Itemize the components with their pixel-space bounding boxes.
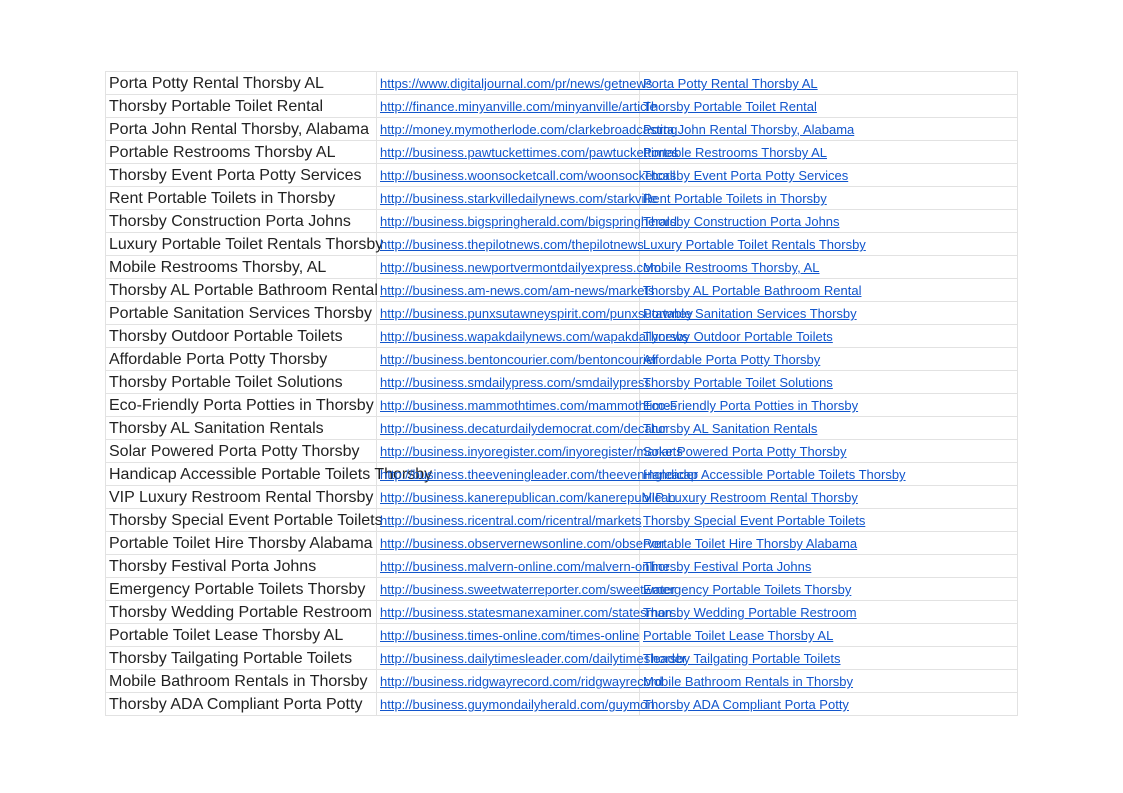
keyword-text: Mobile Restrooms Thorsby, AL — [109, 259, 327, 276]
anchor-cell[interactable] — [640, 279, 1018, 302]
anchor-cell[interactable] — [640, 302, 1018, 325]
anchor-cell[interactable] — [640, 210, 1018, 233]
url-cell[interactable] — [377, 532, 666, 555]
keyword-cell[interactable] — [106, 601, 377, 624]
table-row — [106, 624, 1018, 647]
keyword-text: Handicap Accessible Portable Toilets Thorsby — [109, 466, 433, 483]
table-row — [106, 532, 1018, 555]
anchor-link[interactable]: Thorsby ADA Compliant Porta Potty — [643, 697, 849, 712]
anchor-link[interactable]: Thorsby Event Porta Potty Services — [643, 168, 849, 183]
anchor-link[interactable]: Thorsby Tailgating Portable Toilets — [643, 651, 841, 666]
keyword-text: Portable Restrooms Thorsby AL — [109, 144, 336, 161]
keyword-text: Mobile Bathroom Rentals in Thorsby — [109, 673, 368, 690]
keyword-text: Luxury Portable Toilet Rentals Thorsby — [109, 236, 384, 253]
keyword-text: Thorsby Event Porta Potty Services — [109, 167, 362, 184]
url-link[interactable]: http://business.am-news.com/am-news/markets — [380, 283, 655, 298]
url-link[interactable]: http://business.wapakdailynews.com/wapakdailynews — [380, 329, 689, 344]
keyword-cell[interactable] — [106, 256, 377, 279]
url-cell[interactable] — [377, 463, 698, 486]
keyword-text: Thorsby ADA Compliant Porta Potty — [109, 696, 363, 713]
anchor-link[interactable]: Handicap Accessible Portable Toilets Thorsby — [643, 467, 906, 482]
keyword-text: Rent Portable Toilets in Thorsby — [109, 190, 336, 207]
url-link[interactable]: http://business.statesmanexaminer.com/statesman — [380, 605, 672, 620]
anchor-cell[interactable] — [640, 440, 1018, 463]
keyword-text: Thorsby Portable Toilet Solutions — [109, 374, 343, 391]
table-row — [106, 578, 1018, 601]
keyword-cell[interactable] — [106, 486, 377, 509]
anchor-cell[interactable] — [640, 95, 1018, 118]
anchor-link[interactable]: Thorsby Portable Toilet Solutions — [643, 375, 833, 390]
url-cell[interactable] — [377, 279, 655, 302]
anchor-cell[interactable] — [640, 164, 1018, 187]
url-cell[interactable] — [377, 417, 667, 440]
url-link[interactable]: http://business.observernewsonline.com/observer — [380, 536, 666, 551]
url-link[interactable]: http://business.inyoregister.com/inyoregister/markets — [380, 444, 683, 459]
url-link[interactable]: http://business.pawtuckettimes.com/pawtuckettimes — [380, 145, 679, 160]
url-cell[interactable] — [377, 256, 662, 279]
table-row — [106, 417, 1018, 440]
anchor-link[interactable]: Thorsby Wedding Portable Restroom — [643, 605, 857, 620]
keyword-cell[interactable] — [106, 394, 377, 417]
keyword-cell[interactable] — [106, 279, 377, 302]
anchor-link[interactable]: Thorsby Festival Porta Johns — [643, 559, 812, 574]
table-row — [106, 72, 1018, 95]
table-row — [106, 394, 1018, 417]
url-link[interactable]: http://money.mymotherlode.com/clarkebroadcasting — [380, 122, 678, 137]
url-link[interactable]: http://business.woonsocketcall.com/woonsocketcall — [380, 168, 676, 183]
url-cell[interactable] — [377, 164, 676, 187]
anchor-cell[interactable] — [640, 394, 1018, 417]
keyword-text: Thorsby Tailgating Portable Toilets — [109, 650, 353, 667]
url-link[interactable]: http://business.dailytimesleader.com/dailytimesleader — [380, 651, 687, 666]
spreadsheet-body — [106, 72, 1018, 716]
anchor-cell[interactable] — [640, 670, 1018, 693]
url-link[interactable]: http://business.thepilotnews.com/thepilotnews — [380, 237, 644, 252]
anchor-cell[interactable] — [640, 624, 1018, 647]
table-row — [106, 118, 1018, 141]
url-cell[interactable] — [377, 509, 640, 532]
url-link[interactable]: http://business.times-online.com/times-online — [380, 628, 640, 643]
table-row — [106, 348, 1018, 371]
url-cell[interactable] — [377, 693, 655, 716]
url-cell[interactable] — [377, 95, 657, 118]
anchor-cell[interactable] — [640, 325, 1018, 348]
url-link[interactable]: http://business.theeveningleader.com/theeveningleader — [380, 467, 698, 482]
url-cell[interactable] — [377, 647, 687, 670]
anchor-link[interactable]: Solar Powered Porta Potty Thorsby — [643, 444, 847, 459]
anchor-link[interactable]: Rent Portable Toilets in Thorsby — [643, 191, 827, 206]
anchor-link[interactable]: Mobile Bathroom Rentals in Thorsby — [643, 674, 854, 689]
anchor-cell[interactable] — [640, 118, 1018, 141]
keyword-cell[interactable] — [106, 348, 377, 371]
url-cell[interactable] — [377, 118, 678, 141]
url-link[interactable]: http://business.mammothtimes.com/mammothtimes — [380, 398, 677, 413]
anchor-cell[interactable] — [640, 348, 1018, 371]
anchor-cell[interactable] — [640, 532, 1018, 555]
url-link[interactable]: http://finance.minyanville.com/minyanville/article — [380, 99, 657, 114]
anchor-cell[interactable] — [640, 578, 1018, 601]
table-row — [106, 302, 1018, 325]
url-cell[interactable] — [377, 348, 658, 371]
table-row — [106, 440, 1018, 463]
keyword-cell[interactable] — [106, 624, 377, 647]
url-link[interactable]: http://business.starkvilledailynews.com/starkville — [380, 191, 658, 206]
url-link[interactable]: http://business.bentoncourier.com/bentoncourier — [380, 352, 658, 367]
url-link[interactable]: http://business.kanerepublican.com/kanerepublican — [380, 490, 676, 505]
anchor-link[interactable]: Porta John Rental Thorsby, Alabama — [643, 122, 855, 137]
anchor-cell[interactable] — [640, 233, 1018, 256]
anchor-link[interactable]: Thorsby Special Event Portable Toilets — [643, 513, 866, 528]
keyword-text: Portable Sanitation Services Thorsby — [109, 305, 372, 322]
anchor-cell[interactable] — [640, 463, 1018, 486]
anchor-cell[interactable] — [640, 647, 1018, 670]
anchor-link[interactable]: Portable Toilet Lease Thorsby AL — [643, 628, 834, 643]
keyword-cell[interactable] — [106, 693, 377, 716]
url-link[interactable]: http://business.sweetwaterreporter.com/sweetwater — [380, 582, 676, 597]
url-link[interactable]: http://business.ricentral.com/ricentral/markets — [380, 513, 642, 528]
url-cell[interactable] — [377, 440, 683, 463]
keyword-cell[interactable] — [106, 647, 377, 670]
url-link[interactable]: http://business.malvern-online.com/malvern-online — [380, 559, 670, 574]
table-row — [106, 164, 1018, 187]
anchor-cell[interactable] — [640, 693, 1018, 716]
url-link[interactable]: http://business.bigspringherald.com/bigspringherald — [380, 214, 678, 229]
url-cell[interactable] — [377, 670, 663, 693]
url-cell[interactable] — [377, 394, 677, 417]
url-cell[interactable] — [377, 555, 670, 578]
table-row — [106, 141, 1018, 164]
url-link[interactable]: http://business.newportvermontdailyexpress.com — [380, 260, 662, 275]
keyword-cell[interactable] — [106, 578, 377, 601]
keyword-cell[interactable] — [106, 509, 383, 532]
keyword-text: Thorsby AL Portable Bathroom Rental — [109, 282, 378, 299]
table-row — [106, 486, 1018, 509]
keyword-cell[interactable] — [106, 417, 377, 440]
keyword-cell[interactable] — [106, 555, 377, 578]
url-cell[interactable] — [377, 210, 678, 233]
table-row — [106, 210, 1018, 233]
anchor-link[interactable]: VIP Luxury Restroom Rental Thorsby — [643, 490, 858, 505]
keyword-text: Porta John Rental Thorsby, Alabama — [109, 121, 369, 138]
anchor-link[interactable]: Thorsby Outdoor Portable Toilets — [643, 329, 833, 344]
anchor-link[interactable]: Portable Sanitation Services Thorsby — [643, 306, 857, 321]
keyword-cell[interactable] — [106, 325, 377, 348]
url-link[interactable]: http://business.guymondailyherald.com/guymon — [380, 697, 655, 712]
anchor-link[interactable]: Thorsby Construction Porta Johns — [643, 214, 840, 229]
keyword-cell[interactable] — [106, 164, 377, 187]
anchor-cell[interactable] — [640, 371, 1018, 394]
anchor-cell[interactable] — [640, 141, 1018, 164]
keyword-text: Emergency Portable Toilets Thorsby — [109, 581, 366, 598]
keyword-text: Thorsby Festival Porta Johns — [109, 558, 317, 575]
keyword-text: Thorsby Construction Porta Johns — [109, 213, 351, 230]
keyword-text: Eco-Friendly Porta Potties in Thorsby — [109, 397, 374, 414]
anchor-link[interactable]: Mobile Restrooms Thorsby, AL — [643, 260, 820, 275]
url-link[interactable]: http://business.punxsutawneyspirit.com/punxsutawney — [380, 306, 693, 321]
keyword-cell[interactable] — [106, 141, 377, 164]
spreadsheet-table — [105, 71, 1018, 716]
keyword-cell[interactable] — [106, 371, 377, 394]
anchor-link[interactable]: Thorsby Portable Toilet Rental — [643, 99, 817, 114]
url-cell[interactable] — [377, 72, 653, 95]
anchor-cell[interactable] — [640, 256, 1018, 279]
keyword-text: Thorsby Special Event Portable Toilets — [109, 512, 383, 529]
table-row — [106, 670, 1018, 693]
table-row — [106, 371, 1018, 394]
anchor-link[interactable]: Eco-Friendly Porta Potties in Thorsby — [643, 398, 859, 413]
anchor-link[interactable]: Affordable Porta Potty Thorsby — [643, 352, 821, 367]
table-row — [106, 187, 1018, 210]
url-cell[interactable] — [377, 486, 676, 509]
url-cell[interactable] — [377, 141, 679, 164]
url-link[interactable]: http://business.decaturdailydemocrat.com/decatur — [380, 421, 667, 436]
anchor-link[interactable]: Emergency Portable Toilets Thorsby — [643, 582, 852, 597]
table-row — [106, 463, 1018, 486]
keyword-cell[interactable] — [106, 302, 377, 325]
keyword-text: Thorsby Wedding Portable Restroom — [109, 604, 372, 621]
anchor-cell[interactable] — [640, 555, 1018, 578]
keyword-text: Solar Powered Porta Potty Thorsby — [109, 443, 360, 460]
keyword-text: Porta Potty Rental Thorsby AL — [109, 75, 324, 92]
anchor-cell[interactable] — [640, 601, 1018, 624]
url-cell[interactable] — [377, 601, 672, 624]
anchor-link[interactable]: Portable Toilet Hire Thorsby Alabama — [643, 536, 858, 551]
url-cell[interactable] — [377, 233, 644, 256]
table-row — [106, 693, 1018, 716]
keyword-cell[interactable] — [106, 210, 377, 233]
anchor-link[interactable]: Porta Potty Rental Thorsby AL — [643, 76, 818, 91]
url-link[interactable]: https://www.digitaljournal.com/pr/news/getnews — [380, 76, 653, 91]
table-row — [106, 509, 1018, 532]
table-row — [106, 647, 1018, 670]
keyword-text: Affordable Porta Potty Thorsby — [109, 351, 328, 368]
table-row — [106, 325, 1018, 348]
keyword-cell[interactable] — [106, 118, 377, 141]
keyword-cell[interactable] — [106, 463, 433, 486]
table-row — [106, 601, 1018, 624]
keyword-text: Thorsby Portable Toilet Rental — [109, 98, 324, 115]
anchor-link[interactable]: Thorsby AL Sanitation Rentals — [643, 421, 818, 436]
keyword-text: Portable Toilet Hire Thorsby Alabama — [109, 535, 373, 552]
keyword-cell[interactable] — [106, 187, 377, 210]
keyword-text: Thorsby Outdoor Portable Toilets — [109, 328, 343, 345]
keyword-text: Portable Toilet Lease Thorsby AL — [109, 627, 344, 644]
anchor-cell[interactable] — [640, 72, 1018, 95]
table-row — [106, 555, 1018, 578]
anchor-link[interactable]: Thorsby AL Portable Bathroom Rental — [643, 283, 862, 298]
anchor-cell[interactable] — [640, 187, 1018, 210]
keyword-cell[interactable] — [106, 72, 377, 95]
url-cell[interactable] — [377, 624, 640, 647]
url-cell[interactable] — [377, 371, 651, 394]
url-cell[interactable] — [377, 187, 658, 210]
keyword-cell[interactable] — [106, 440, 377, 463]
keyword-text: Thorsby AL Sanitation Rentals — [109, 420, 324, 437]
anchor-cell[interactable] — [640, 486, 1018, 509]
url-cell[interactable] — [377, 325, 689, 348]
table-row — [106, 256, 1018, 279]
keyword-cell[interactable] — [106, 233, 384, 256]
anchor-link[interactable]: Portable Restrooms Thorsby AL — [643, 145, 828, 160]
url-cell[interactable] — [377, 578, 676, 601]
url-link[interactable]: http://business.smdailypress.com/smdailypress — [380, 375, 651, 390]
anchor-link[interactable]: Luxury Portable Toilet Rentals Thorsby — [643, 237, 866, 252]
keyword-cell[interactable] — [106, 95, 377, 118]
table-row — [106, 95, 1018, 118]
keyword-cell[interactable] — [106, 532, 377, 555]
table-row — [106, 279, 1018, 302]
keyword-cell[interactable] — [106, 670, 377, 693]
url-link[interactable]: http://business.ridgwayrecord.com/ridgwayrecord — [380, 674, 663, 689]
url-cell[interactable] — [377, 302, 693, 325]
anchor-cell[interactable] — [640, 509, 1018, 532]
anchor-cell[interactable] — [640, 417, 1018, 440]
keyword-text: VIP Luxury Restroom Rental Thorsby — [109, 489, 374, 506]
table-row — [106, 233, 1018, 256]
